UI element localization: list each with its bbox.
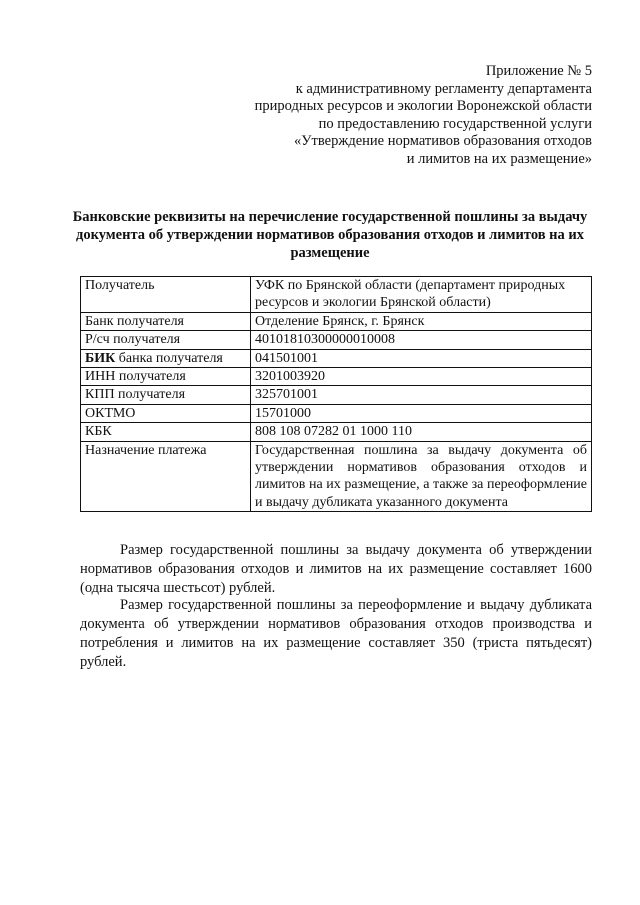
row-value: 325701001 xyxy=(251,386,592,404)
row-label-text: Р/сч получателя xyxy=(85,332,181,348)
appendix-line: Приложение № 5 xyxy=(485,63,592,79)
row-label-text: Банк получателя xyxy=(85,313,184,329)
table-row xyxy=(81,386,592,404)
row-label xyxy=(81,404,251,422)
table-row xyxy=(81,349,592,367)
row-label-bold: БИК xyxy=(85,350,116,366)
row-value: 041501001 xyxy=(251,349,592,367)
row-label-text: ИНН получателя xyxy=(85,369,186,385)
bank-details-table xyxy=(80,276,592,512)
table-row xyxy=(81,404,592,422)
appendix-header xyxy=(255,63,592,169)
row-label xyxy=(81,386,251,404)
row-label xyxy=(81,349,251,367)
appendix-line: природных ресурсов и экологии Воронежской области xyxy=(254,98,592,115)
row-label-text: Назначение платежа xyxy=(85,442,207,458)
row-label-text: ОКТМО xyxy=(85,405,136,421)
fee-paragraph-duplicate: Размер государственной пошлины за переоформление и выдачу дубликата документа об утверждении нормативов образования отходов производства и потребления и лимитов на их размещение составляет 350 (триста пятьдесят) рублей. xyxy=(80,597,592,670)
row-label-text: Получатель xyxy=(85,278,155,293)
table-row xyxy=(81,277,592,313)
row-label xyxy=(81,312,251,330)
row-label xyxy=(81,368,251,386)
row-value: Государственная пошлина за выдачу документа об утверждении нормативов образования отходов и лимитов на их размещение, а также за переоформление и выдачу дубликата указанного документа xyxy=(251,441,592,512)
row-label-text: КБК xyxy=(85,424,112,440)
row-label xyxy=(81,441,251,512)
row-value: 15701000 xyxy=(251,404,592,422)
table-row xyxy=(81,368,592,386)
row-label-text: КПП получателя xyxy=(85,387,186,403)
document-title: Банковские реквизиты на перечисление государственной пошлины за выдачу документа об утверждении нормативов образования отходов и лимитов на их размещение xyxy=(72,209,588,261)
row-value: 40101810300000010008 xyxy=(251,331,592,349)
table-row xyxy=(81,423,592,441)
row-label xyxy=(81,277,251,313)
row-label xyxy=(81,423,251,441)
table-row xyxy=(81,441,592,512)
row-value: Отделение Брянск, г. Брянск xyxy=(251,312,592,330)
row-value: 808 108 07282 01 1000 110 xyxy=(251,423,592,441)
appendix-line: и лимитов на их размещение» xyxy=(406,150,592,167)
appendix-line: по предоставлению государственной услуги xyxy=(318,115,592,132)
appendix-line: к административному регламенту департамента xyxy=(295,80,592,97)
row-label xyxy=(81,331,251,349)
table-row xyxy=(81,331,592,349)
row-label-text: банка получателя xyxy=(115,350,223,366)
appendix-line: «Утверждение нормативов образования отходов xyxy=(294,133,592,150)
row-value: УФК по Брянской области (департамент природных ресурсов и экологии Брянской области) xyxy=(251,277,592,313)
fee-paragraph-issue: Размер государственной пошлины за выдачу документа об утверждении нормативов образования отходов и лимитов на их размещение составляет 1600 (одна тысяча шестьсот) рублей. xyxy=(80,542,592,596)
table-row xyxy=(81,312,592,330)
row-value: 3201003920 xyxy=(251,368,592,386)
